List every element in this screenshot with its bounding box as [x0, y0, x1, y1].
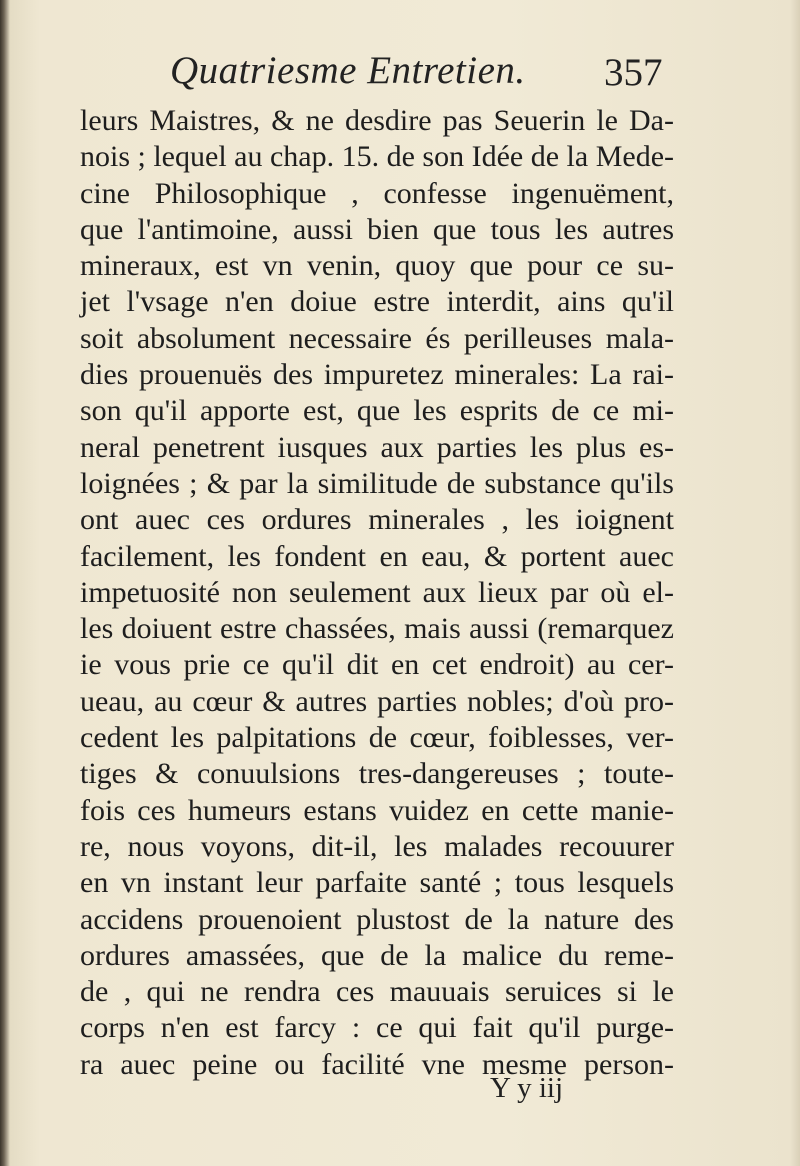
text-line: loignées ; & par la similitude de substance qu'ils: [80, 466, 674, 500]
text-line: neral penetrent iusques aux parties les plus es-: [80, 430, 674, 464]
page-number: 357: [604, 51, 663, 94]
text-line: accidens prouenoient plustost de la nature des: [80, 902, 674, 936]
text-line: nois ; lequel au chap. 15. de son Idée de la Mede-: [80, 140, 674, 174]
text-line: dies prouenuës des impuretez minerales: La rai-: [80, 358, 674, 392]
text-line: ueau, au cœur & autres parties nobles; d'où pro-: [80, 684, 674, 718]
text-line: impetuosité non seulement aux lieux par où el-: [80, 575, 674, 609]
text-line: ont auec ces ordures minerales , les ioignent: [80, 503, 674, 537]
text-line: cine Philosophique , confesse ingenuëment,: [80, 176, 674, 210]
text-line: jet l'vsage n'en doiue estre interdit, ains qu'il: [80, 285, 674, 319]
text-line: corps n'en est farcy : ce qui fait qu'il purge-: [80, 1011, 674, 1045]
text-line: tiges & conuulsions tres-dangereuses ; toute-: [80, 757, 674, 791]
text-line: ra auec peine ou facilité vne mesme person-: [80, 1047, 674, 1081]
running-head-title: Quatriesme Entretien.: [170, 49, 526, 92]
text-line: les doiuent estre chassées, mais aussi (remarquez: [80, 612, 674, 646]
signature-mark: Y y iij: [490, 1072, 564, 1104]
running-head: [0, 48, 800, 98]
text-line: ordures amassées, que de la malice du reme-: [80, 938, 674, 972]
text-line: fois ces humeurs estans vuidez en cette manie-: [80, 793, 674, 827]
text-line: ie vous prie ce qu'il dit en cet endroit) au cer-: [80, 648, 674, 682]
text-line: leurs Maistres, & ne desdire pas Seuerin le Da-: [80, 104, 674, 137]
text-line: soit absolument necessaire és perilleuses mala-: [80, 321, 674, 355]
text-line: que l'antimoine, aussi bien que tous les autres: [80, 212, 674, 246]
text-line: son qu'il apporte est, que les esprits de ce mi-: [80, 394, 674, 428]
text-line: cedent les palpitations de cœur, foiblesses, ver-: [80, 721, 674, 755]
text-line: en vn instant leur parfaite santé ; tous lesquels: [80, 866, 674, 900]
text-line: facilement, les fondent en eau, & portent auec: [80, 539, 674, 573]
text-line: mineraux, est vn venin, quoy que pour ce su-: [80, 249, 674, 283]
text-line: re, nous voyons, dit-il, les malades recouurer: [80, 829, 674, 863]
text-line: de , qui ne rendra ces mauuais seruices si le: [80, 975, 674, 1009]
body-text: [80, 103, 674, 1083]
